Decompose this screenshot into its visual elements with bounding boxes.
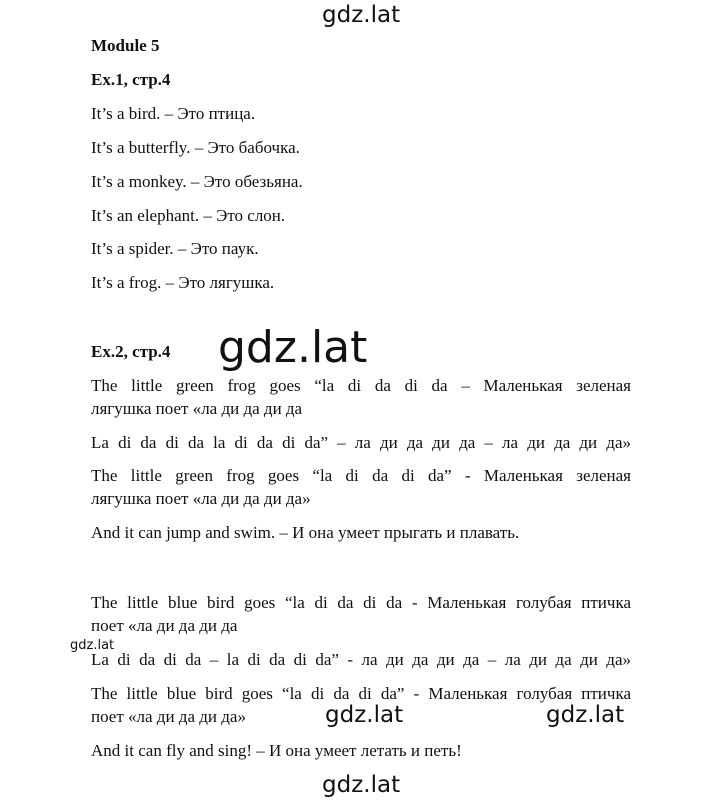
ex1-line: It’s a frog. – Это лягушка. [91,273,275,292]
ex2-line: The little blue bird goes “la di da di da - Маленькая голубая птичка [91,593,631,612]
ex2-heading: Ex.2, стр.4 [91,342,171,361]
ex1-heading: Ex.1, стр.4 [91,70,171,89]
ex1-line: It’s a spider. – Это паук. [91,239,259,258]
ex1-line: It’s an elephant. – Это слон. [91,206,286,225]
ex2-line: поет «ла ди да ди да» [91,707,246,726]
watermark-big: gdz.lat [218,322,368,373]
ex1-line: It’s a monkey. – Это обезьяна. [91,172,303,191]
ex2-line: The little blue bird goes “la di da di da” - Маленькая голубая птичка [91,684,631,703]
ex2-line: The little green frog goes “la di da di da – Маленькая зеленая [91,376,631,395]
ex1-line: It’s a bird. – Это птица. [91,104,256,123]
ex2-line: поет «ла ди да ди да [91,616,238,635]
ex2-line: лягушка поет «ла ди да ди да [91,399,303,418]
ex2-line: лягушка поет «ла ди да ди да» [91,489,311,508]
watermark-bottom: gdz.lat [322,772,401,798]
watermark-right: gdz.lat [546,702,625,728]
watermark-top: gdz.lat [322,2,401,28]
watermark-mid: gdz.lat [325,702,404,728]
watermark-small: gdz.lat [70,638,115,653]
module-title: Module 5 [91,36,160,55]
ex1-line: It’s a butterfly. – Это бабочка. [91,138,300,157]
ex2-line: La di da di da – la di da di da” - ла ди да ди да – ла ди да ди да» [91,650,631,669]
ex2-line: And it can jump and swim. – И она умеет прыгать и плавать. [91,523,520,542]
ex2-line: La di da di da la di da di da” – ла ди да ди да – ла ди да ди да» [91,433,631,452]
ex2-line: And it can fly and sing! – И она умеет летать и петь! [91,741,462,760]
ex2-line: The little green frog goes “la di da di da” - Маленькая зеленая [91,466,631,485]
